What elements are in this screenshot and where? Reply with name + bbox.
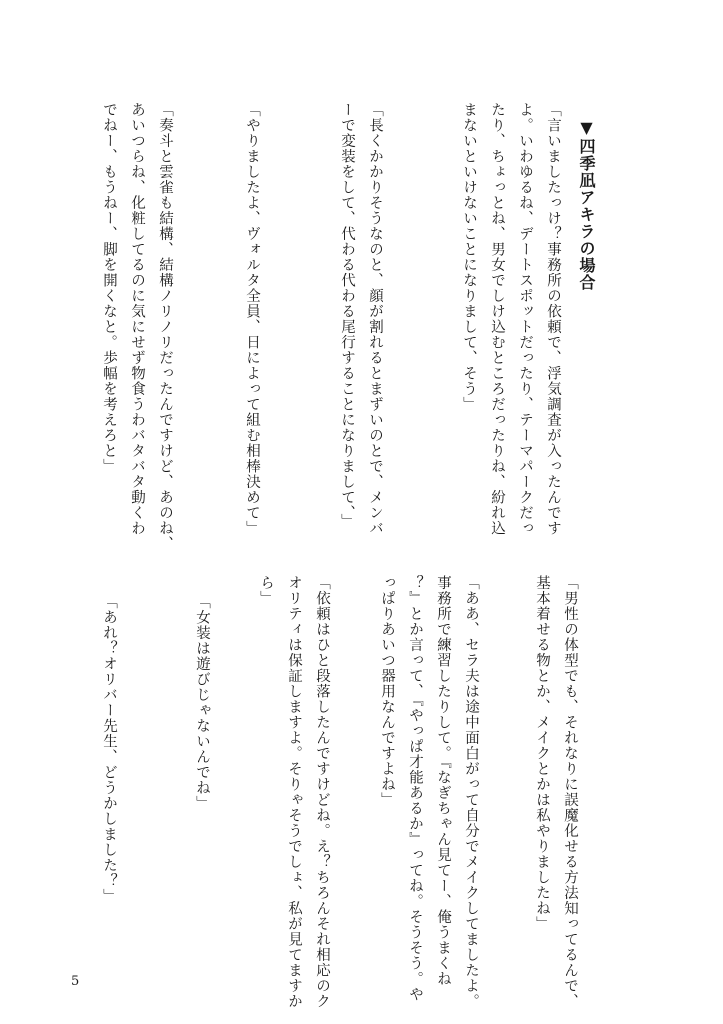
text-line: 「言いましたっけ？事務所の依頼で、浮気調査が入ったんです [545, 102, 561, 537]
text-line: 基本着せる物とか、メイクとかは私やりましたね」 [534, 575, 550, 932]
paragraph [345, 553, 513, 1009]
text-line: 「依頼はひと段落したんですけどね。え？ちろんそれ相応のク [314, 575, 330, 1010]
text-line: よ。いわゆるね、デートスポットだったり、テーマパークだっ [517, 102, 533, 537]
text-line: あいつらね、化粧してるのに気にせず物食うわバタバタ動くわ [129, 102, 145, 537]
paragraph [210, 80, 294, 536]
paragraph [67, 572, 151, 904]
page-number: 5 [71, 974, 80, 989]
text-line: オリティは保証しますよ。そりゃそうでしょ、私が見てますか [286, 575, 302, 1010]
text-line: 「長くかかりそうなのと、顔が割れるとまずいのとで、メンバ [367, 102, 383, 537]
text-line: ーで変装をして、代わる代わる尾行することになりまして、」 [339, 102, 355, 530]
text-line: でねー、もうねー、脚を開くなと。歩幅を考えろと」 [101, 102, 117, 475]
paragraph [224, 553, 364, 1009]
text-line: 事務所で練習したりして。『なぎちゃん見てー、俺うまくね [435, 575, 451, 987]
section-heading: ▼四季凪アキラの場合 [577, 118, 596, 291]
text-line: 「やりましたよ、ヴォルタ全員、日によって組む相棒決めて」 [244, 102, 260, 537]
paragraph [427, 80, 595, 536]
text-line: 「女装は遊びじゃないんでね」 [194, 594, 210, 812]
text-line: ら」 [258, 575, 274, 607]
text-line: っぱりあいつ器用なんですよね」 [379, 575, 395, 808]
paragraph [500, 553, 612, 1009]
text-line: たり、ちょっとね、男女でしけ込むところだったりね、紛れ込 [489, 102, 505, 537]
paragraph [305, 80, 417, 536]
paragraph [67, 80, 207, 552]
text-line: 「あれ？オリバー先生、どうかしました？」 [101, 594, 117, 905]
paragraph [160, 572, 244, 811]
text-line: 「ああ、セラ夫は途中面白がって自分でメイクしてましたよ。 [463, 575, 479, 1010]
text-line: 「奏斗と雲雀も結構、結構ノリノリだったんですけど、あのね、 [157, 102, 173, 552]
text-line: まないといけないことになりまして、そう」 [461, 102, 477, 413]
text-line: 「男性の体型でも、それなりに誤魔化せる方法知ってるんで、 [562, 575, 578, 1010]
text-line: ？』とか言って、『やっぱ才能あるか』ってね。そうそう。や [407, 575, 423, 1003]
